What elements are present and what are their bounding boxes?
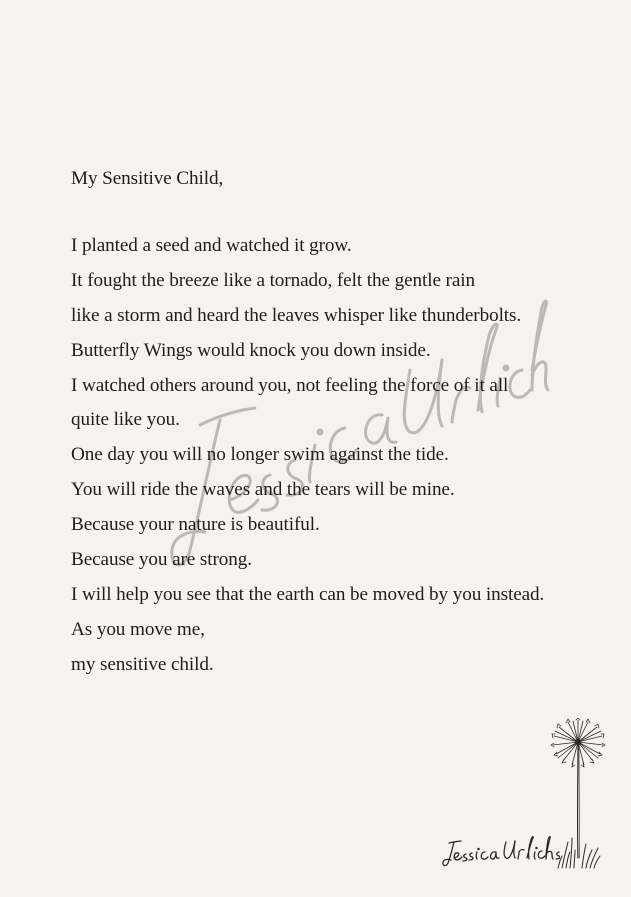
poem-line: my sensitive child. xyxy=(71,653,214,675)
dandelion-icon xyxy=(548,718,610,870)
poem-line: Butterfly Wings would knock you down inside. xyxy=(71,339,431,361)
poem-line: I planted a seed and watched it grow. xyxy=(71,235,352,256)
poem-line: As you move me, xyxy=(71,618,205,640)
poem-greeting: My Sensitive Child, xyxy=(71,168,224,189)
poem-line: Because you are strong. xyxy=(71,549,252,571)
poem-line: Because your nature is beautiful. xyxy=(71,514,320,536)
poem-stanza xyxy=(71,229,611,683)
poem xyxy=(71,161,611,683)
poem-line: quite like you. xyxy=(71,409,180,431)
poem-line: It fought the breeze like a tornado, felt the gentle rain xyxy=(71,269,475,291)
poem-line: You will ride the waves and the tears will be mine. xyxy=(71,479,455,501)
poem-line: like a storm and heard the leaves whisper like thunderbolts. xyxy=(71,304,522,326)
poem-line: I will help you see that the earth can be moved by you instead. xyxy=(71,583,545,605)
author-signature xyxy=(440,830,560,875)
poem-line: One day you will no longer swim against the tide. xyxy=(71,444,449,466)
poem-line: I watched others around you, not feeling the force of it all xyxy=(71,374,509,396)
